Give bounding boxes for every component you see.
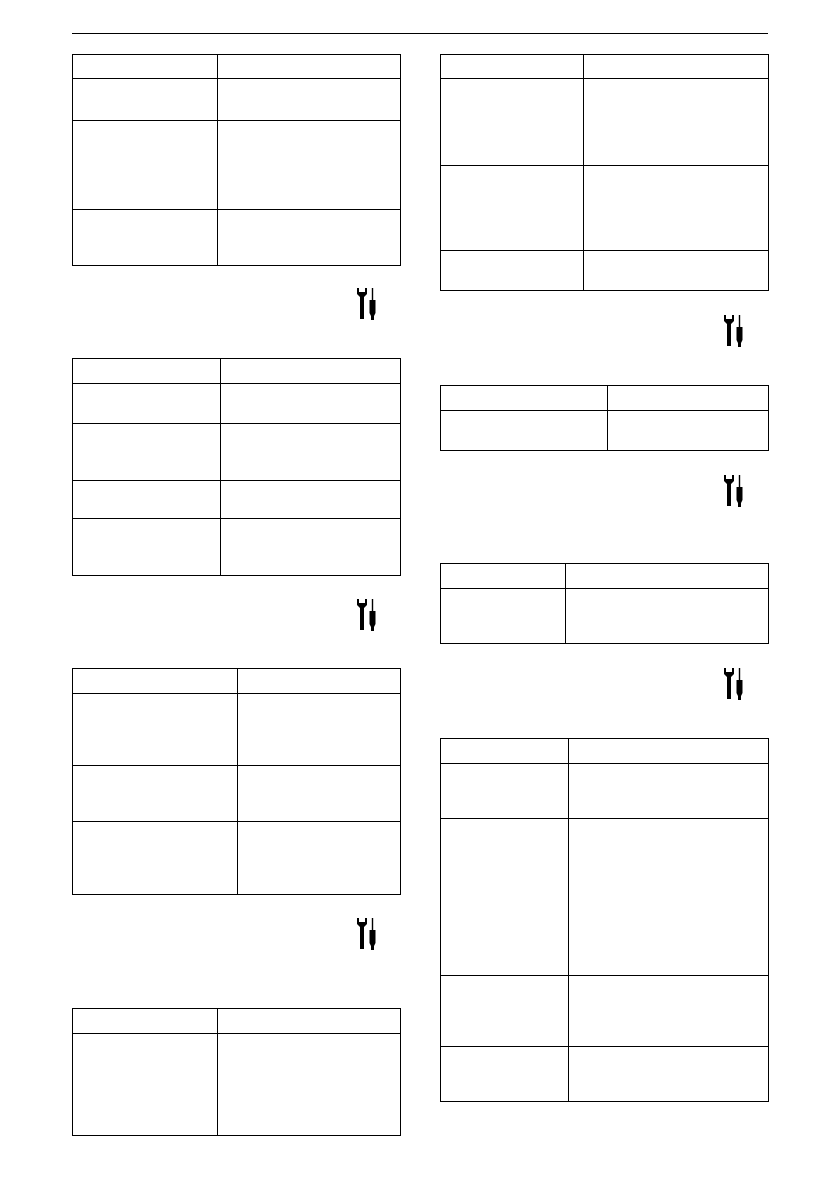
table-cell: [73, 822, 238, 895]
table-cell: [441, 386, 608, 411]
table-cell: [608, 386, 769, 411]
table-cell: [441, 411, 608, 451]
table-row: [73, 1034, 401, 1136]
table-cell: [441, 166, 584, 251]
spec-table-1: [72, 54, 401, 266]
table-row: [441, 976, 769, 1047]
table-cell: [73, 1009, 218, 1034]
spec-table-7: [440, 563, 769, 644]
table-cell: [73, 210, 218, 266]
spec-table-2: [72, 358, 401, 576]
table-cell: [221, 359, 401, 384]
table-header-row: [441, 55, 769, 79]
table-cell: [218, 210, 401, 266]
table-header-row: [73, 359, 401, 384]
table-row: [73, 121, 401, 210]
table-row: [73, 766, 401, 822]
table-cell: [218, 1009, 401, 1034]
spec-table-4: [72, 1008, 401, 1136]
table-row: [441, 166, 769, 251]
table-cell: [221, 481, 401, 519]
table-cell: [221, 424, 401, 481]
table-row: [73, 694, 401, 766]
spec-table-5: [440, 54, 769, 291]
table-cell: [73, 384, 221, 424]
table-header-row: [441, 739, 769, 764]
table-row: [441, 79, 769, 166]
wrench-screwdriver-icon: [722, 474, 746, 508]
table-cell: [218, 79, 401, 121]
table-row: [441, 1047, 769, 1102]
table-header-row: [73, 669, 401, 694]
table-cell: [441, 79, 584, 166]
table-cell: [569, 739, 769, 764]
table-cell: [73, 79, 218, 121]
table-cell: [73, 359, 221, 384]
table-cell: [221, 384, 401, 424]
header-rule: [72, 33, 768, 34]
table-row: [73, 79, 401, 121]
table-cell: [238, 822, 401, 895]
table-cell: [584, 166, 769, 251]
table-cell: [441, 976, 569, 1047]
table-cell: [238, 669, 401, 694]
table-row: [441, 764, 769, 819]
wrench-screwdriver-icon: [355, 598, 379, 632]
table-header-row: [73, 55, 401, 79]
page-number: [780, 0, 800, 20]
table-row: [441, 411, 769, 451]
table-cell: [441, 739, 569, 764]
table-cell: [584, 251, 769, 291]
table-header-row: [441, 564, 769, 589]
wrench-screwdriver-icon: [355, 917, 379, 951]
spec-table-6: [440, 385, 769, 451]
wrench-screwdriver-icon: [722, 667, 746, 701]
table-cell: [73, 669, 238, 694]
table-cell: [441, 1047, 569, 1102]
table-row: [441, 819, 769, 976]
table-cell: [566, 564, 769, 589]
table-cell: [569, 764, 769, 819]
table-cell: [441, 589, 566, 644]
table-cell: [238, 766, 401, 822]
table-row: [73, 481, 401, 519]
table-cell: [569, 819, 769, 976]
table-cell: [73, 519, 221, 576]
table-row: [73, 384, 401, 424]
wrench-screwdriver-icon: [722, 314, 746, 348]
table-cell: [73, 766, 238, 822]
table-cell: [566, 589, 769, 644]
table-row: [73, 424, 401, 481]
table-cell: [441, 819, 569, 976]
table-row: [441, 589, 769, 644]
table-cell: [218, 55, 401, 79]
table-cell: [584, 55, 769, 79]
table-cell: [238, 694, 401, 766]
spec-table-3: [72, 668, 401, 895]
table-row: [441, 251, 769, 291]
table-cell: [441, 764, 569, 819]
table-cell: [73, 121, 218, 210]
table-cell: [73, 694, 238, 766]
table-cell: [441, 251, 584, 291]
table-cell: [218, 121, 401, 210]
table-cell: [73, 481, 221, 519]
table-cell: [441, 55, 584, 79]
table-cell: [569, 976, 769, 1047]
table-row: [73, 519, 401, 576]
table-header-row: [73, 1009, 401, 1034]
table-cell: [608, 411, 769, 451]
spec-table-8: [440, 738, 769, 1102]
table-row: [73, 822, 401, 895]
table-cell: [584, 79, 769, 166]
table-row: [73, 210, 401, 266]
table-cell: [218, 1034, 401, 1136]
table-header-row: [441, 386, 769, 411]
table-cell: [73, 424, 221, 481]
table-cell: [221, 519, 401, 576]
table-cell: [569, 1047, 769, 1102]
table-cell: [73, 55, 218, 79]
wrench-screwdriver-icon: [355, 287, 379, 321]
table-cell: [441, 564, 566, 589]
table-cell: [73, 1034, 218, 1136]
